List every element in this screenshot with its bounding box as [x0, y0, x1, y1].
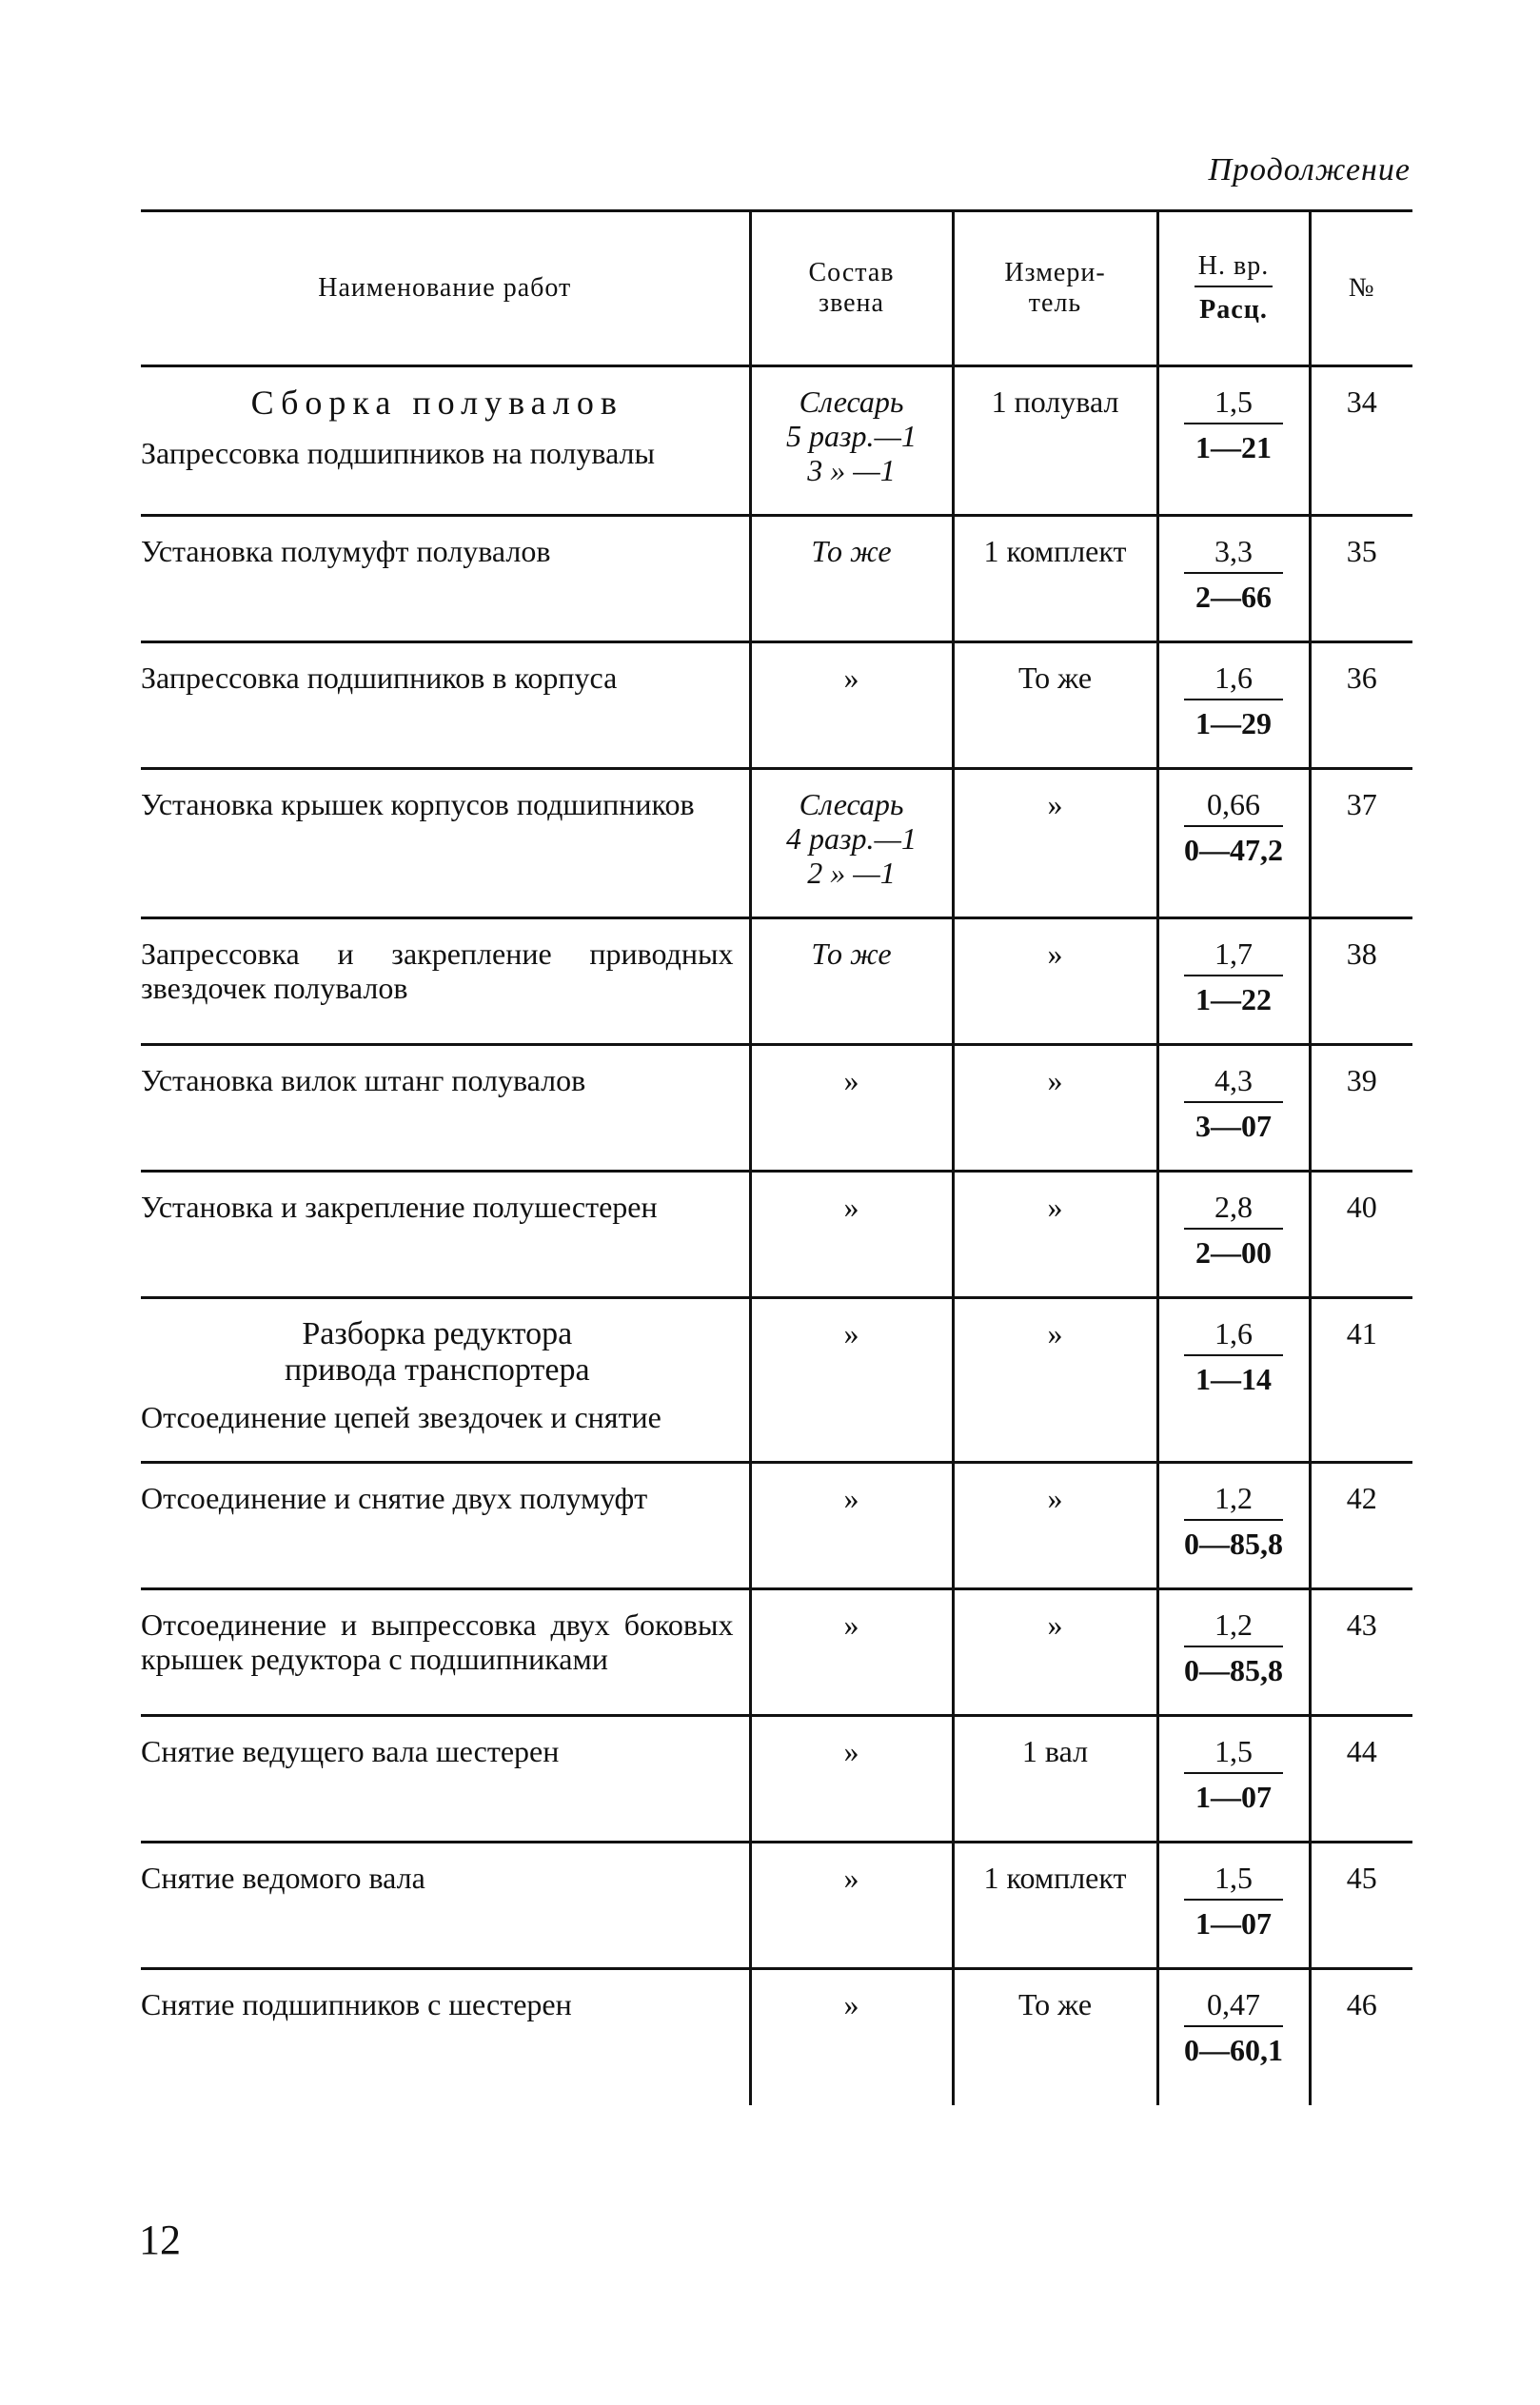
row-number: 44	[1310, 1716, 1412, 1843]
unit-cell: 1 комплект	[953, 1843, 1157, 1969]
table-row	[141, 918, 1412, 1045]
norm-fraction	[1184, 1316, 1283, 1396]
work-name: Установка и закрепление полушестерен	[141, 1190, 658, 1224]
norm-time: 0,66	[1184, 787, 1283, 827]
work-name-cell	[141, 1172, 750, 1298]
work-name-cell	[141, 1969, 750, 2106]
row-number: 39	[1310, 1045, 1412, 1172]
work-name-cell	[141, 366, 750, 516]
norm-rate: 0—85,8	[1184, 1527, 1283, 1561]
work-name: Снятие ведомого вала	[141, 1861, 425, 1895]
table-row	[141, 1172, 1412, 1298]
norm-time: 1,7	[1184, 936, 1283, 976]
work-name-cell	[141, 918, 750, 1045]
crew-line: Слесарь	[799, 384, 904, 419]
norm-rate: 2—00	[1195, 1235, 1272, 1270]
norm-fraction	[1184, 1861, 1283, 1941]
norm-fraction	[1184, 534, 1283, 614]
norm-time: 0,47	[1184, 1987, 1283, 2027]
norm-cell	[1157, 642, 1310, 769]
norm-rate: 1—22	[1195, 982, 1272, 1016]
header-work-name: Наименование работ	[141, 211, 750, 366]
crew-line: »	[843, 1607, 859, 1642]
unit-cell: То же	[953, 642, 1157, 769]
norm-cell	[1157, 918, 1310, 1045]
table-row	[141, 1969, 1412, 2106]
norm-cell	[1157, 366, 1310, 516]
work-name-cell	[141, 642, 750, 769]
work-name-cell	[141, 1045, 750, 1172]
work-name: Запрессовка и закрепление приводных звездочек полувалов	[141, 936, 734, 1005]
unit-cell: То же	[953, 1969, 1157, 2106]
work-name: Снятие ведущего вала шестерен	[141, 1734, 560, 1768]
work-name: Установка крышек корпусов подшипников	[141, 787, 695, 821]
section-heading: Сборка полувалов	[250, 384, 623, 422]
crew-cell	[750, 918, 953, 1045]
work-name: Снятие подшипников с шестерен	[141, 1987, 572, 2021]
unit-cell: »	[953, 918, 1157, 1045]
table-row	[141, 366, 1412, 516]
crew-line: Слесарь	[799, 787, 904, 821]
crew-line: То же	[811, 936, 892, 971]
norm-fraction	[1184, 787, 1283, 867]
crew-line: »	[843, 660, 859, 695]
crew-line: »	[843, 1734, 859, 1768]
page-number: 12	[139, 2217, 181, 2263]
row-number: 35	[1310, 516, 1412, 642]
unit-cell: 1 комплект	[953, 516, 1157, 642]
row-number: 38	[1310, 918, 1412, 1045]
norm-rate: 1—07	[1195, 1780, 1272, 1814]
table-row	[141, 642, 1412, 769]
crew-cell	[750, 1589, 953, 1716]
crew-cell	[750, 1172, 953, 1298]
crew-line: 5 разр.—1	[786, 419, 917, 453]
norm-time: 1,6	[1184, 1316, 1283, 1356]
unit-cell: »	[953, 1463, 1157, 1589]
norm-time: 1,5	[1184, 384, 1283, 424]
norm-cell	[1157, 1589, 1310, 1716]
unit-cell: »	[953, 1589, 1157, 1716]
work-name: Установка полумуфт полувалов	[141, 534, 551, 568]
crew-cell	[750, 1045, 953, 1172]
norm-rate: 2—66	[1195, 580, 1272, 614]
work-name-cell	[141, 516, 750, 642]
crew-cell	[750, 1969, 953, 2106]
work-name-cell	[141, 1298, 750, 1463]
unit-cell: 1 вал	[953, 1716, 1157, 1843]
norm-fraction	[1184, 1734, 1283, 1814]
unit-cell: »	[953, 1045, 1157, 1172]
norm-cell	[1157, 516, 1310, 642]
norm-cell	[1157, 1298, 1310, 1463]
continuation-label: Продолжение	[1208, 152, 1411, 187]
norm-cell	[1157, 769, 1310, 918]
work-name-cell	[141, 1463, 750, 1589]
work-name: Запрессовка подшипников в корпуса	[141, 660, 618, 695]
norm-cell	[1157, 1463, 1310, 1589]
crew-cell	[750, 1463, 953, 1589]
norm-time: 4,3	[1184, 1063, 1283, 1103]
work-name-cell	[141, 1716, 750, 1843]
crew-cell	[750, 769, 953, 918]
norm-time: 1,5	[1184, 1734, 1283, 1774]
norm-cell	[1157, 1843, 1310, 1969]
norm-time: 1,6	[1184, 660, 1283, 700]
norm-fraction	[1184, 384, 1283, 464]
norm-time: 1,2	[1184, 1607, 1283, 1647]
work-name: Установка вилок штанг полувалов	[141, 1063, 586, 1097]
table-row	[141, 1298, 1412, 1463]
crew-line: 2 » —1	[807, 856, 896, 890]
norm-fraction	[1184, 1987, 1283, 2067]
work-name: Отсоединение цепей звездочек и снятие	[141, 1400, 661, 1434]
crew-cell	[750, 366, 953, 516]
crew-line: То же	[811, 534, 892, 568]
header-crew: Состав звена	[750, 211, 953, 366]
work-name-cell	[141, 769, 750, 918]
row-number: 37	[1310, 769, 1412, 918]
norm-rate: 3—07	[1195, 1109, 1272, 1143]
header-norm-rate: Расц.	[1199, 295, 1268, 325]
section-heading: Разборка редуктора привода транспортера	[284, 1316, 590, 1388]
norm-cell	[1157, 1969, 1310, 2106]
crew-line: »	[843, 1481, 859, 1515]
crew-cell	[750, 516, 953, 642]
crew-line: »	[843, 1316, 859, 1350]
crew-line: »	[843, 1190, 859, 1224]
unit-cell: »	[953, 769, 1157, 918]
norm-time: 3,3	[1184, 534, 1283, 574]
norm-rate: 0—47,2	[1184, 833, 1283, 867]
norm-fraction	[1184, 1607, 1283, 1687]
crew-cell	[750, 1843, 953, 1969]
norm-fraction	[1184, 1190, 1283, 1270]
norm-time: 1,2	[1184, 1481, 1283, 1521]
header-number: №	[1310, 211, 1412, 366]
crew-line: »	[843, 1063, 859, 1097]
header-norm-time: Н. вр.	[1194, 251, 1273, 287]
crew-cell	[750, 642, 953, 769]
norm-cell	[1157, 1172, 1310, 1298]
table-row	[141, 1045, 1412, 1172]
crew-line: 4 разр.—1	[786, 821, 917, 856]
norm-cell	[1157, 1045, 1310, 1172]
unit-cell: 1 полувал	[953, 366, 1157, 516]
table-row	[141, 769, 1412, 918]
work-name-cell	[141, 1589, 750, 1716]
row-number: 46	[1310, 1969, 1412, 2106]
unit-cell: »	[953, 1298, 1157, 1463]
norm-rate: 1—21	[1195, 430, 1272, 464]
table-row	[141, 516, 1412, 642]
work-name-cell	[141, 1843, 750, 1969]
row-number: 36	[1310, 642, 1412, 769]
header-norm	[1157, 211, 1310, 366]
norm-rate: 0—85,8	[1184, 1653, 1283, 1687]
crew-cell	[750, 1298, 953, 1463]
crew-line: »	[843, 1987, 859, 2021]
row-number: 45	[1310, 1843, 1412, 1969]
norm-cell	[1157, 1716, 1310, 1843]
norm-time: 1,5	[1184, 1861, 1283, 1901]
crew-cell	[750, 1716, 953, 1843]
unit-cell: »	[953, 1172, 1157, 1298]
table-header-row	[141, 211, 1412, 366]
row-number: 42	[1310, 1463, 1412, 1589]
norm-rate: 0—60,1	[1184, 2033, 1283, 2067]
table-row	[141, 1843, 1412, 1969]
row-number: 43	[1310, 1589, 1412, 1716]
norm-time: 2,8	[1184, 1190, 1283, 1230]
norm-fraction	[1184, 1481, 1283, 1561]
table-row	[141, 1589, 1412, 1716]
work-name: Отсоединение и выпрессовка двух боковых крышек редуктора с подшипниками	[141, 1607, 734, 1676]
crew-line: »	[843, 1861, 859, 1895]
work-name: Отсоединение и снятие двух полумуфт	[141, 1481, 648, 1515]
labor-norms-table	[141, 209, 1412, 2105]
crew-line: 3 » —1	[807, 453, 896, 487]
norm-rate: 1—07	[1195, 1906, 1272, 1941]
norm-fraction	[1184, 936, 1283, 1016]
norm-fraction	[1184, 660, 1283, 740]
table-row	[141, 1716, 1412, 1843]
table-row	[141, 1463, 1412, 1589]
header-unit: Измери-тель	[953, 211, 1157, 366]
work-name: Запрессовка подшипников на полувалы	[141, 436, 656, 470]
row-number: 41	[1310, 1298, 1412, 1463]
norm-rate: 1—14	[1195, 1362, 1272, 1396]
norm-rate: 1—29	[1195, 706, 1272, 740]
row-number: 40	[1310, 1172, 1412, 1298]
norm-fraction	[1184, 1063, 1283, 1143]
row-number: 34	[1310, 366, 1412, 516]
